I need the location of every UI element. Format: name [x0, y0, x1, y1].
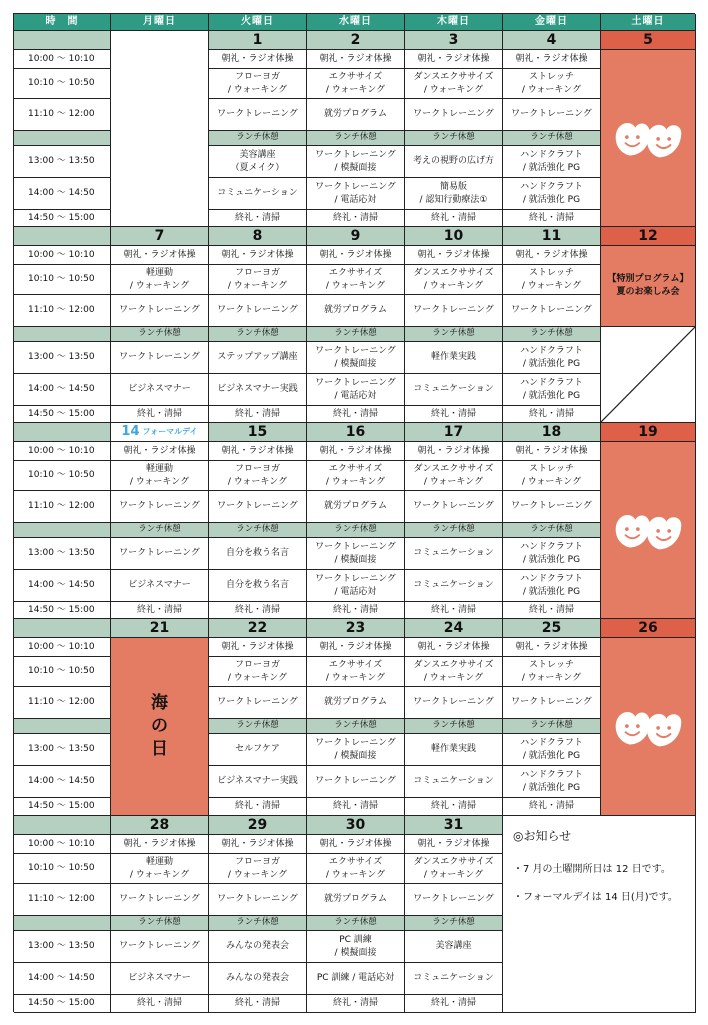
week-2-time-header: [14, 227, 111, 246]
lunch-break: ランチ休憩: [405, 131, 503, 146]
date-18: 18: [503, 423, 601, 442]
activity-cell: 就労プログラム: [307, 687, 405, 719]
activity-cell: フローヨガ / ウォーキング: [209, 854, 307, 884]
activity-cell: ワークトレーニング: [405, 99, 503, 131]
activity-cell: ワークトレーニング / 模擬面接: [307, 538, 405, 570]
activity-cell: ハンドクラフト / 就活強化 PG: [503, 342, 601, 374]
lunch-break: ランチ休憩: [405, 523, 503, 538]
activity-cell: ワークトレーニング: [209, 884, 307, 916]
time-slot: 13:00 ～ 13:50: [14, 538, 111, 570]
activity-cell: ワークトレーニング: [405, 687, 503, 719]
date-8: 8: [209, 227, 307, 246]
date-2: 2: [307, 31, 405, 50]
closing-cleanup: 終礼・清掃: [405, 602, 503, 619]
activity-cell: 就労プログラム: [307, 491, 405, 523]
date-1: 1: [209, 31, 307, 50]
morning-assembly: 朝礼・ラジオ体操: [111, 835, 209, 854]
date-10: 10: [405, 227, 503, 246]
time-slot: 14:50 ～ 15:00: [14, 798, 111, 816]
date-21: 21: [111, 619, 209, 638]
activity-cell: ワークトレーニング: [307, 766, 405, 798]
morning-assembly: 朝礼・ラジオ体操: [307, 638, 405, 657]
activity-cell: ワークトレーニング: [111, 884, 209, 916]
activity-cell: ビジネスマナー: [111, 570, 209, 602]
time-slot: 11:10 ～ 12:00: [14, 99, 111, 131]
lunch-break: ランチ休憩: [111, 523, 209, 538]
date-11: 11: [503, 227, 601, 246]
time-slot: 10:10 ～ 10:50: [14, 461, 111, 491]
activity-cell: ビジネスマナー: [111, 374, 209, 406]
activity-cell: ストレッチ / ウォーキング: [503, 69, 601, 99]
activity-cell: ワークトレーニング / 模擬面接: [307, 146, 405, 178]
date-4: 4: [503, 31, 601, 50]
time-slot: 14:00 ～ 14:50: [14, 178, 111, 210]
activity-cell: フローヨガ / ウォーキング: [209, 69, 307, 99]
activity-cell: ワークトレーニング: [111, 295, 209, 327]
lunch-break: ランチ休憩: [209, 916, 307, 931]
week-1-time-header: [14, 31, 111, 50]
week-5-time-header: [14, 816, 111, 835]
monday-closed-block: [111, 31, 209, 227]
activity-cell: コミュニケーション: [405, 766, 503, 798]
morning-assembly: 朝礼・ラジオ体操: [307, 246, 405, 265]
closing-cleanup: 終礼・清掃: [209, 210, 307, 227]
activity-cell: ワークトレーニング: [503, 687, 601, 719]
closing-cleanup: 終礼・清掃: [405, 995, 503, 1013]
activity-cell: 軽運動 / ウォーキング: [111, 265, 209, 295]
time-slot: 10:00 ～ 10:10: [14, 50, 111, 69]
activity-cell: 簡易版 / 認知行動療法①: [405, 178, 503, 210]
date-9: 9: [307, 227, 405, 246]
holiday-marine-day: 海 の 日: [111, 638, 209, 816]
closing-cleanup: 終礼・清掃: [503, 210, 601, 227]
morning-assembly: 朝礼・ラジオ体操: [209, 638, 307, 657]
activity-cell: ワークトレーニング / 電話応対: [307, 178, 405, 210]
date-12: 12: [601, 227, 696, 246]
activity-cell: 就労プログラム: [307, 295, 405, 327]
activity-cell: コミュニケーション: [405, 374, 503, 406]
activity-cell: エクササイズ / ウォーキング: [307, 265, 405, 295]
lunch-break: ランチ休憩: [503, 131, 601, 146]
closing-cleanup: 終礼・清掃: [307, 995, 405, 1013]
date-5: 5: [601, 31, 696, 50]
closing-cleanup: 終礼・清掃: [405, 406, 503, 423]
activity-cell: 就労プログラム: [307, 99, 405, 131]
morning-assembly: 朝礼・ラジオ体操: [503, 246, 601, 265]
activity-cell: みんなの発表会: [209, 931, 307, 963]
activity-cell: ビジネスマナー: [111, 963, 209, 995]
smiling-faces-icon: [611, 115, 685, 161]
closing-cleanup: 終礼・清掃: [209, 406, 307, 423]
activity-cell: 美容講座 （夏メイク）: [209, 146, 307, 178]
date-19: 19: [601, 423, 696, 442]
closing-cleanup: 終礼・清掃: [111, 995, 209, 1013]
diagonal-line-icon: [601, 327, 695, 422]
date-24: 24: [405, 619, 503, 638]
time-slot: 13:00 ～ 13:50: [14, 931, 111, 963]
activity-cell: ダンスエクササイズ / ウォーキング: [405, 854, 503, 884]
activity-cell: ステップアップ講座: [209, 342, 307, 374]
lunch-break: ランチ休憩: [307, 523, 405, 538]
time-slot: 14:50 ～ 15:00: [14, 995, 111, 1013]
activity-cell: ワークトレーニング / 模擬面接: [307, 734, 405, 766]
header-fri: 金曜日: [503, 14, 601, 31]
activity-cell: コミュニケーション: [405, 570, 503, 602]
date-29: 29: [209, 816, 307, 835]
date-26: 26: [601, 619, 696, 638]
activity-cell: 軽作業実践: [405, 734, 503, 766]
time-slot: 14:00 ～ 14:50: [14, 570, 111, 602]
lunch-break: ランチ休憩: [405, 719, 503, 734]
morning-assembly: 朝礼・ラジオ体操: [307, 835, 405, 854]
activity-cell: ワークトレーニング: [111, 491, 209, 523]
closing-cleanup: 終礼・清掃: [209, 798, 307, 816]
activity-cell: ワークトレーニング: [209, 99, 307, 131]
activity-cell: コミュニケーション: [405, 538, 503, 570]
closing-cleanup: 終礼・清掃: [111, 602, 209, 619]
date-31: 31: [405, 816, 503, 835]
morning-assembly: 朝礼・ラジオ体操: [503, 442, 601, 461]
time-slot: 14:50 ～ 15:00: [14, 602, 111, 619]
morning-assembly: 朝礼・ラジオ体操: [503, 638, 601, 657]
saturday-event-block: [601, 442, 696, 619]
week-3-time-header: [14, 423, 111, 442]
activity-cell: ダンスエクササイズ / ウォーキング: [405, 69, 503, 99]
activity-cell: 軽運動 / ウォーキング: [111, 461, 209, 491]
activity-cell: ワークトレーニング: [503, 295, 601, 327]
closing-cleanup: 終礼・清掃: [307, 798, 405, 816]
date-17: 17: [405, 423, 503, 442]
header-thu: 木曜日: [405, 14, 503, 31]
time-slot: [14, 327, 111, 342]
week-4-time-header: [14, 619, 111, 638]
morning-assembly: 朝礼・ラジオ体操: [405, 246, 503, 265]
activity-cell: セルフケア: [209, 734, 307, 766]
activity-cell: ワークトレーニング: [209, 687, 307, 719]
lunch-break: ランチ休憩: [111, 327, 209, 342]
header-wed: 水曜日: [307, 14, 405, 31]
activity-cell: コミュニケーション: [405, 963, 503, 995]
activity-cell: ダンスエクササイズ / ウォーキング: [405, 461, 503, 491]
morning-assembly: 朝礼・ラジオ体操: [307, 442, 405, 461]
activity-cell: フローヨガ / ウォーキング: [209, 461, 307, 491]
activity-cell: 就労プログラム: [307, 884, 405, 916]
lunch-break: ランチ休憩: [307, 916, 405, 931]
activity-cell: ハンドクラフト / 就活強化 PG: [503, 766, 601, 798]
morning-assembly: 朝礼・ラジオ体操: [307, 50, 405, 69]
lunch-break: ランチ休憩: [503, 719, 601, 734]
time-slot: 14:00 ～ 14:50: [14, 963, 111, 995]
notice-item: ・7 月の土曜開所日は 12 日です。: [513, 863, 671, 875]
closing-cleanup: 終礼・清掃: [209, 602, 307, 619]
morning-assembly: 朝礼・ラジオ体操: [111, 246, 209, 265]
activity-cell: 考えの視野の広げ方: [405, 146, 503, 178]
time-slot: 14:50 ～ 15:00: [14, 406, 111, 423]
activity-cell: PC 訓練 / 電話応対: [307, 963, 405, 995]
date-30: 30: [307, 816, 405, 835]
activity-cell: ビジネスマナー実践: [209, 374, 307, 406]
morning-assembly: 朝礼・ラジオ体操: [111, 442, 209, 461]
notice-item: ・フォーマルデイは 14 日(月)です。: [513, 891, 678, 903]
activity-cell: ワークトレーニング / 模擬面接: [307, 342, 405, 374]
time-slot: 10:00 ～ 10:10: [14, 246, 111, 265]
lunch-break: ランチ休憩: [405, 327, 503, 342]
activity-cell: ハンドクラフト / 就活強化 PG: [503, 178, 601, 210]
time-slot: 11:10 ～ 12:00: [14, 295, 111, 327]
activity-cell: ストレッチ / ウォーキング: [503, 265, 601, 295]
time-slot: 10:00 ～ 10:10: [14, 442, 111, 461]
formal-day-date: 14: [121, 424, 140, 440]
activity-cell: ワークトレーニング: [111, 931, 209, 963]
activity-cell: フローヨガ / ウォーキング: [209, 265, 307, 295]
time-slot: 11:10 ～ 12:00: [14, 884, 111, 916]
saturday-closed-slash: [601, 327, 696, 423]
activity-cell: PC 訓練 / 模擬面接: [307, 931, 405, 963]
formal-day-label: フォーマルデイ: [142, 426, 198, 436]
activity-cell: ワークトレーニング / 電話応対: [307, 570, 405, 602]
time-slot: 14:00 ～ 14:50: [14, 374, 111, 406]
date-7: 7: [111, 227, 209, 246]
date-3: 3: [405, 31, 503, 50]
activity-cell: ワークトレーニング / 電話応対: [307, 374, 405, 406]
saturday-event-block: [601, 638, 696, 816]
date-23: 23: [307, 619, 405, 638]
morning-assembly: 朝礼・ラジオ体操: [405, 442, 503, 461]
saturday-event-block: [601, 50, 696, 227]
closing-cleanup: 終礼・清掃: [307, 406, 405, 423]
activity-cell: ハンドクラフト / 就活強化 PG: [503, 146, 601, 178]
date-22: 22: [209, 619, 307, 638]
smiling-faces-icon: [611, 507, 685, 553]
morning-assembly: 朝礼・ラジオ体操: [209, 50, 307, 69]
activity-cell: ストレッチ / ウォーキング: [503, 461, 601, 491]
activity-cell: 自分を救う名言: [209, 538, 307, 570]
time-slot: 13:00 ～ 13:50: [14, 342, 111, 374]
activity-cell: 軽作業実践: [405, 342, 503, 374]
lunch-break: ランチ休憩: [209, 131, 307, 146]
morning-assembly: 朝礼・ラジオ体操: [209, 442, 307, 461]
header-tue: 火曜日: [209, 14, 307, 31]
activity-cell: 軽運動 / ウォーキング: [111, 854, 209, 884]
time-slot: 11:10 ～ 12:00: [14, 687, 111, 719]
date-15: 15: [209, 423, 307, 442]
time-slot: 10:10 ～ 10:50: [14, 69, 111, 99]
activity-cell: ワークトレーニング: [209, 295, 307, 327]
activity-cell: 自分を救う名言: [209, 570, 307, 602]
notice-box: [503, 816, 696, 1013]
activity-cell: ハンドクラフト / 就活強化 PG: [503, 734, 601, 766]
time-slot: 10:00 ～ 10:10: [14, 638, 111, 657]
lunch-break: ランチ休憩: [111, 916, 209, 931]
activity-cell: エクササイズ / ウォーキング: [307, 657, 405, 687]
lunch-break: ランチ休憩: [503, 327, 601, 342]
date-28: 28: [111, 816, 209, 835]
time-slot: 13:00 ～ 13:50: [14, 734, 111, 766]
smiling-faces-icon: [611, 704, 685, 750]
time-slot: [14, 523, 111, 538]
lunch-break: ランチ休憩: [307, 131, 405, 146]
time-slot: [14, 131, 111, 146]
header-sat: 土曜日: [601, 14, 696, 31]
time-slot: 14:00 ～ 14:50: [14, 766, 111, 798]
morning-assembly: 朝礼・ラジオ体操: [209, 835, 307, 854]
time-slot: 10:10 ～ 10:50: [14, 265, 111, 295]
closing-cleanup: 終礼・清掃: [405, 210, 503, 227]
activity-cell: みんなの発表会: [209, 963, 307, 995]
morning-assembly: 朝礼・ラジオ体操: [405, 50, 503, 69]
activity-cell: ストレッチ / ウォーキング: [503, 657, 601, 687]
time-slot: 14:50 ～ 15:00: [14, 210, 111, 227]
closing-cleanup: 終礼・清掃: [503, 798, 601, 816]
activity-cell: ダンスエクササイズ / ウォーキング: [405, 265, 503, 295]
activity-cell: エクササイズ / ウォーキング: [307, 854, 405, 884]
activity-cell: ハンドクラフト / 就活強化 PG: [503, 570, 601, 602]
date-25: 25: [503, 619, 601, 638]
activity-cell: エクササイズ / ウォーキング: [307, 461, 405, 491]
lunch-break: ランチ休憩: [209, 327, 307, 342]
lunch-break: ランチ休憩: [209, 523, 307, 538]
time-slot: [14, 916, 111, 931]
activity-cell: ワークトレーニング: [209, 491, 307, 523]
activity-cell: 美容講座: [405, 931, 503, 963]
lunch-break: ランチ休憩: [307, 327, 405, 342]
special-program-summer-party: 【特別プログラム】 夏のお楽しみ会: [601, 246, 696, 327]
time-slot: 10:00 ～ 10:10: [14, 835, 111, 854]
activity-cell: ダンスエクササイズ / ウォーキング: [405, 657, 503, 687]
closing-cleanup: 終礼・清掃: [307, 210, 405, 227]
activity-cell: ワークトレーニング: [405, 295, 503, 327]
activity-cell: ワークトレーニング: [503, 491, 601, 523]
activity-cell: フローヨガ / ウォーキング: [209, 657, 307, 687]
schedule-calendar: [13, 13, 695, 1012]
morning-assembly: 朝礼・ラジオ体操: [405, 638, 503, 657]
activity-cell: ワークトレーニング: [503, 99, 601, 131]
date-16: 16: [307, 423, 405, 442]
closing-cleanup: 終礼・清掃: [405, 798, 503, 816]
lunch-break: ランチ休憩: [209, 719, 307, 734]
activity-cell: ビジネスマナー実践: [209, 766, 307, 798]
time-slot: 13:00 ～ 13:50: [14, 146, 111, 178]
morning-assembly: 朝礼・ラジオ体操: [209, 246, 307, 265]
lunch-break: ランチ休憩: [405, 916, 503, 931]
closing-cleanup: 終礼・清掃: [111, 406, 209, 423]
header-mon: 月曜日: [111, 14, 209, 31]
lunch-break: ランチ休憩: [307, 719, 405, 734]
time-slot: 10:10 ～ 10:50: [14, 854, 111, 884]
time-slot: 10:10 ～ 10:50: [14, 657, 111, 687]
header-time: 時 間: [14, 14, 111, 31]
activity-cell: ワークトレーニング: [405, 884, 503, 916]
time-slot: 11:10 ～ 12:00: [14, 491, 111, 523]
activity-cell: ハンドクラフト / 就活強化 PG: [503, 538, 601, 570]
morning-assembly: 朝礼・ラジオ体操: [503, 50, 601, 69]
activity-cell: コミュニケーション: [209, 178, 307, 210]
morning-assembly: 朝礼・ラジオ体操: [405, 835, 503, 854]
activity-cell: ワークトレーニング: [111, 342, 209, 374]
notice-title: ◎お知らせ: [513, 829, 572, 843]
lunch-break: ランチ休憩: [503, 523, 601, 538]
closing-cleanup: 終礼・清掃: [503, 602, 601, 619]
closing-cleanup: 終礼・清掃: [307, 602, 405, 619]
activity-cell: ハンドクラフト / 就活強化 PG: [503, 374, 601, 406]
activity-cell: ワークトレーニング: [405, 491, 503, 523]
time-slot: [14, 719, 111, 734]
activity-cell: エクササイズ / ウォーキング: [307, 69, 405, 99]
activity-cell: ワークトレーニング: [111, 538, 209, 570]
closing-cleanup: 終礼・清掃: [503, 406, 601, 423]
closing-cleanup: 終礼・清掃: [209, 995, 307, 1013]
date-14: [111, 423, 209, 442]
